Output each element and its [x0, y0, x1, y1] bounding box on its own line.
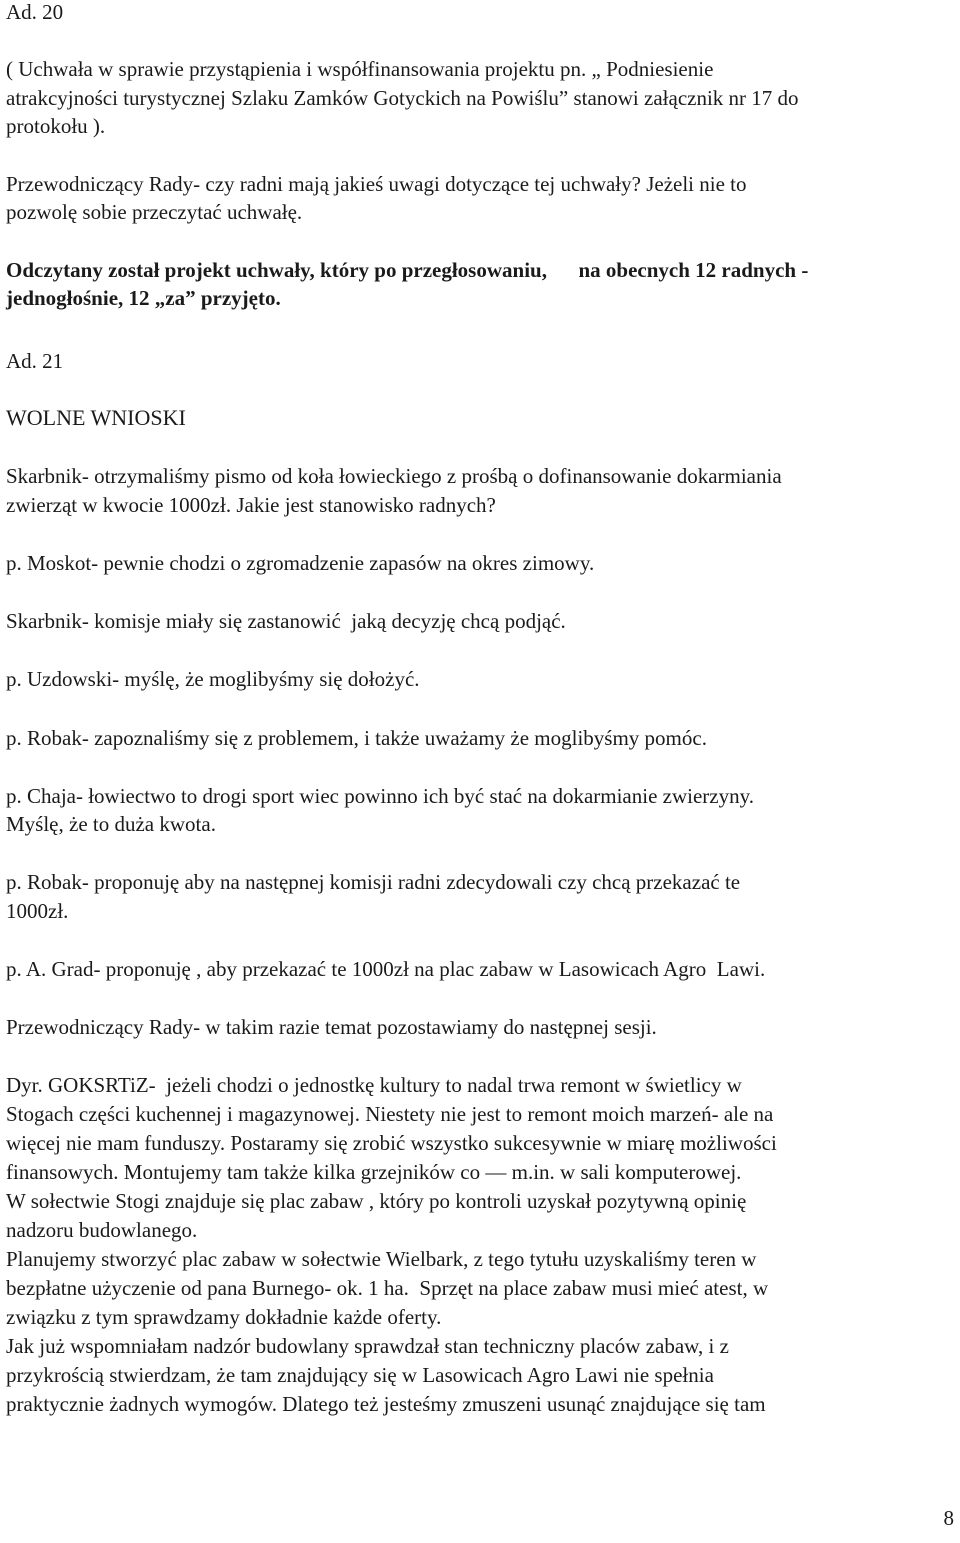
robak-paragraph-2-line-2: 1000zł. — [6, 899, 69, 923]
page-number: 8 — [943, 1506, 954, 1530]
skarbnik-paragraph-2: Skarbnik- komisje miały się zastanowić jaką decyzję chcą podjąć. — [6, 609, 566, 633]
dyrektor-paragraph-line-4: finansowych. Montujemy tam także kilka grzejników co — m.in. w sali komputerowej. — [6, 1160, 742, 1184]
dyrektor-paragraph-line-2: Stogach części kuchennej i magazynowej. Niestety nie jest to remont moich marzeń- ale na — [6, 1102, 774, 1126]
moskot-paragraph: p. Moskot- pewnie chodzi o zgromadzenie zapasów na okres zimowy. — [6, 551, 595, 575]
grad-paragraph: p. A. Grad- proponuję , aby przekazać te 1000zł na plac zabaw w Lasowicach Agro Lawi. — [6, 957, 766, 981]
resolution-title-line-1: ( Uchwała w sprawie przystąpienia i współfinansowania projektu pn. „ Podniesienie — [6, 57, 714, 81]
chaja-paragraph-line-2: Myślę, że to duża kwota. — [6, 812, 216, 836]
heading-wolne-wnioski: WOLNE WNIOSKI — [6, 405, 186, 430]
heading-ad-21: Ad. 21 — [6, 349, 64, 373]
robak-paragraph-1: p. Robak- zapoznaliśmy się z problemem, i także uważamy że moglibyśmy pomóc. — [6, 726, 707, 750]
dyrektor-paragraph-line-7: Planujemy stworzyć plac zabaw w sołectwie Wielbark, z tego tytułu uzyskaliśmy teren w — [6, 1247, 757, 1271]
robak-paragraph-2-line-1: p. Robak- proponuję aby na następnej komisji radni zdecydowali czy chcą przekazać te — [6, 870, 741, 894]
resolution-title-line-2: atrakcyjności turystycznej Szlaku Zamków Gotyckich na Powiślu” stanowi załącznik nr 17 do — [6, 86, 799, 110]
dyrektor-paragraph-line-11: przykrością stwierdzam, że tam znajdujący się w Lasowicach Agro Lawi nie spełnia — [6, 1363, 714, 1387]
resolution-title-line-3: protokołu ). — [6, 114, 106, 138]
dyrektor-paragraph-line-9: związku z tym sprawdzamy dokładnie każde oferty. — [6, 1305, 442, 1329]
chairman-question-line-1: Przewodniczący Rady- czy radni mają jakieś uwagi dotyczące tej uchwały? Jeżeli nie to — [6, 172, 747, 196]
uzdowski-paragraph: p. Uzdowski- myślę, że moglibyśmy się dołożyć. — [6, 667, 420, 691]
chaja-paragraph-line-1: p. Chaja- łowiectwo to drogi sport wiec powinno ich być stać na dokarmianie zwierzyny. — [6, 784, 755, 808]
dyrektor-paragraph-line-12: praktycznie żadnych wymogów. Dlatego też jesteśmy zmuszeni usunąć znajdujące się tam — [6, 1392, 766, 1416]
dyrektor-paragraph-line-10: Jak już wspomniałam nadzór budowlany sprawdzał stan techniczny placów zabaw, i z — [6, 1334, 729, 1358]
dyrektor-paragraph-line-5: W sołectwie Stogi znajduje się plac zabaw , który po kontroli uzyskał pozytywną opinię — [6, 1189, 747, 1213]
chairman-question-line-2: pozwolę sobie przeczytać uchwałę. — [6, 200, 303, 224]
chairman-paragraph-2: Przewodniczący Rady- w takim razie temat pozostawiamy do następnej sesji. — [6, 1015, 657, 1039]
heading-ad-20: Ad. 20 — [6, 0, 64, 24]
dyrektor-paragraph-line-8: bezpłatne użyczenie od pana Burnego- ok. 1 ha. Sprzęt na place zabaw musi mieć atest, w — [6, 1276, 769, 1300]
dyrektor-paragraph-line-6: nadzoru budowlanego. — [6, 1218, 198, 1242]
dyrektor-paragraph-line-1: Dyr. GOKSRTiZ- jeżeli chodzi o jednostkę kultury to nadal trwa remont w świetlicy w — [6, 1073, 742, 1097]
vote-result-line-1: Odczytany został projekt uchwały, który po przegłosowaniu, na obecnych 12 radnych - — [6, 258, 809, 282]
vote-result-line-2: jednogłośnie, 12 „za” przyjęto. — [6, 286, 281, 310]
skarbnik-paragraph-1-line-2: zwierząt w kwocie 1000zł. Jakie jest stanowisko radnych? — [6, 493, 496, 517]
skarbnik-paragraph-1-line-1: Skarbnik- otrzymaliśmy pismo od koła łowieckiego z prośbą o dofinansowanie dokarmiania — [6, 464, 782, 488]
dyrektor-paragraph-line-3: więcej nie mam funduszy. Postaramy się zrobić wszystko sukcesywnie w miarę możliwości — [6, 1131, 777, 1155]
